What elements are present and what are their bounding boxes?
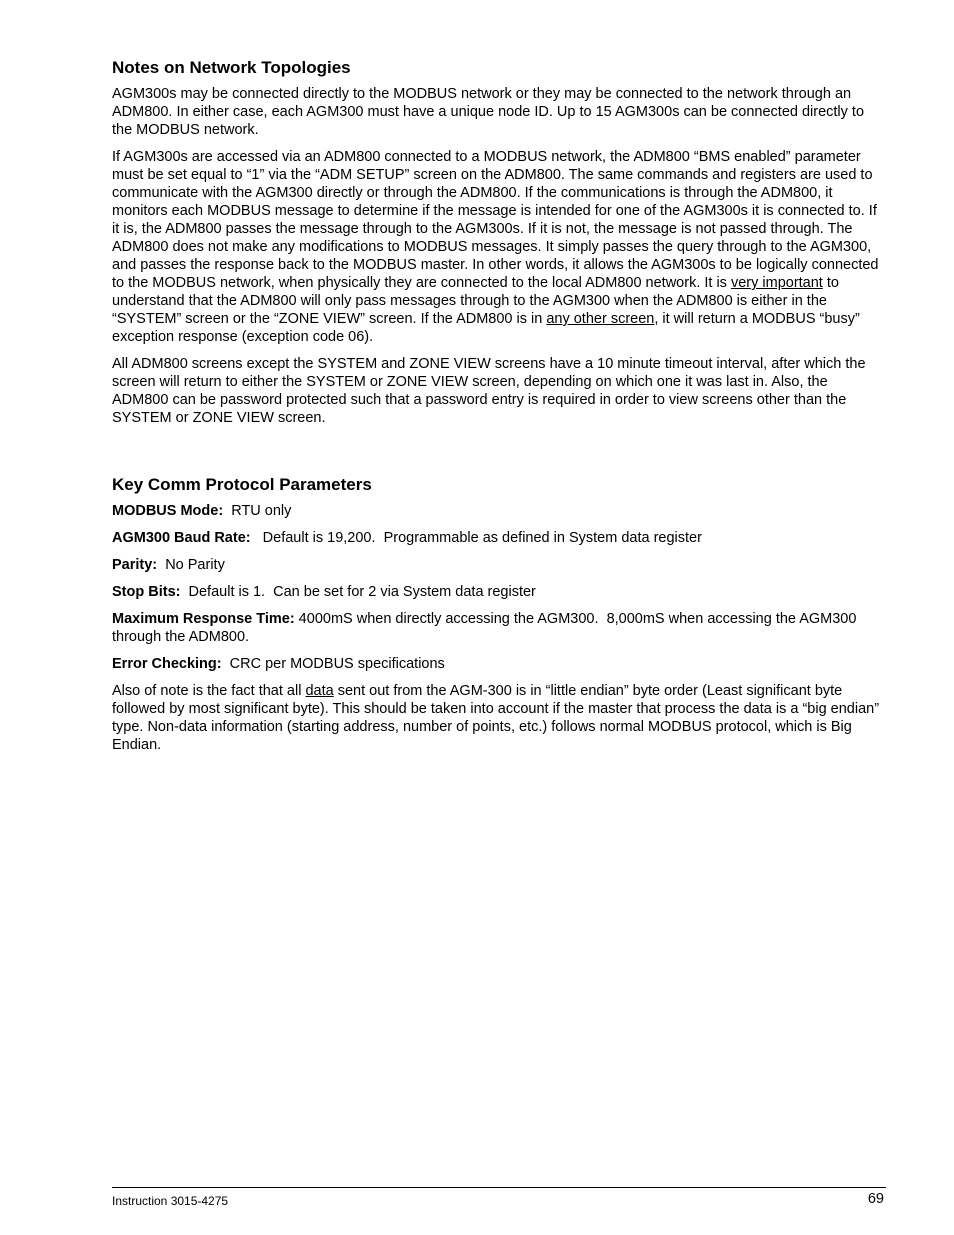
param-modbus-mode: MODBUS Mode: RTU only — [112, 503, 292, 519]
param-baud-rate: AGM300 Baud Rate: Default is 19,200. Programmable as defined in System data register — [112, 530, 702, 546]
paragraph: If AGM300s are accessed via an ADM800 connected to a MODBUS network, the ADM800 “BMS enabled” parameter must be set equal to “1” via the “ADM SETUP” screen on the ADM800. The same commands and registers are used to communicate with the AGM300 directly or through the ADM800. If the communications is through the ADM800, it monitors each MODBUS message to determine if the message is intended for one of the AGM300s it is connected to. If it is, the ADM800 passes the message through to the AGM300s. If it is not, the message is not passed through. The ADM800 does not make any modifications to MODBUS messages. It simply passes the query through to the AGM300, and passes the response back to the MODBUS master. In other words, it allows the AGM300s to be logically connected to the MODBUS network, when physically they are connected to the local ADM800 network. It is very important to understand that the ADM800 will only pass messages through to the AGM300 when the ADM800 is either in the “SYSTEM” screen or the “ZONE VIEW” screen. If the ADM800 is in any other screen, it will return a MODBUS “busy” exception response (exception code 06). — [112, 149, 879, 345]
underlined-text: very important — [730, 275, 823, 291]
param-parity: Parity: No Parity — [112, 557, 225, 573]
underlined-text: data — [305, 683, 334, 699]
footer-divider — [112, 1187, 886, 1188]
section-heading-key-comm-parameters: Key Comm Protocol Parameters — [112, 475, 372, 494]
param-stop-bits: Stop Bits: Default is 1. Can be set for 2 via System data register — [112, 584, 536, 600]
underlined-text: any other screen — [546, 311, 655, 327]
document-body — [112, 57, 880, 763]
param-max-response-time: Maximum Response Time: 4000mS when directly accessing the AGM300. 8,000mS when accessing the AGM300 through the ADM800. — [112, 611, 861, 645]
page-number: 69 — [867, 1191, 884, 1207]
paragraph-byte-order-note: Also of note is the fact that all data sent out from the AGM-300 is in “little endian” byte order (Least significant byte followed by most significant byte). This should be taken into account if the master that process the data is a “big endian” type. Non-data information (starting address, number of points, etc.) follows normal MODBUS protocol, which is Big Endian. — [112, 683, 880, 753]
section-heading-network-topologies: Notes on Network Topologies — [112, 58, 351, 77]
paragraph: All ADM800 screens except the SYSTEM and ZONE VIEW screens have a 10 minute timeout interval, after which the screen will return to either the SYSTEM or ZONE VIEW screen, depending on which one it was last in. Also, the ADM800 can be password protected such that a password entry is required in order to view screens other than the SYSTEM or ZONE VIEW screen. — [112, 356, 866, 426]
footer-document-id: Instruction 3015-4275 — [112, 1194, 229, 1208]
paragraph: AGM300s may be connected directly to the MODBUS network or they may be connected to the network through an ADM800. In either case, each AGM300 must have a unique node ID. Up to 15 AGM300s can be connected directly to the MODBUS network. — [112, 86, 865, 138]
param-error-checking: Error Checking: CRC per MODBUS specifications — [112, 656, 445, 672]
